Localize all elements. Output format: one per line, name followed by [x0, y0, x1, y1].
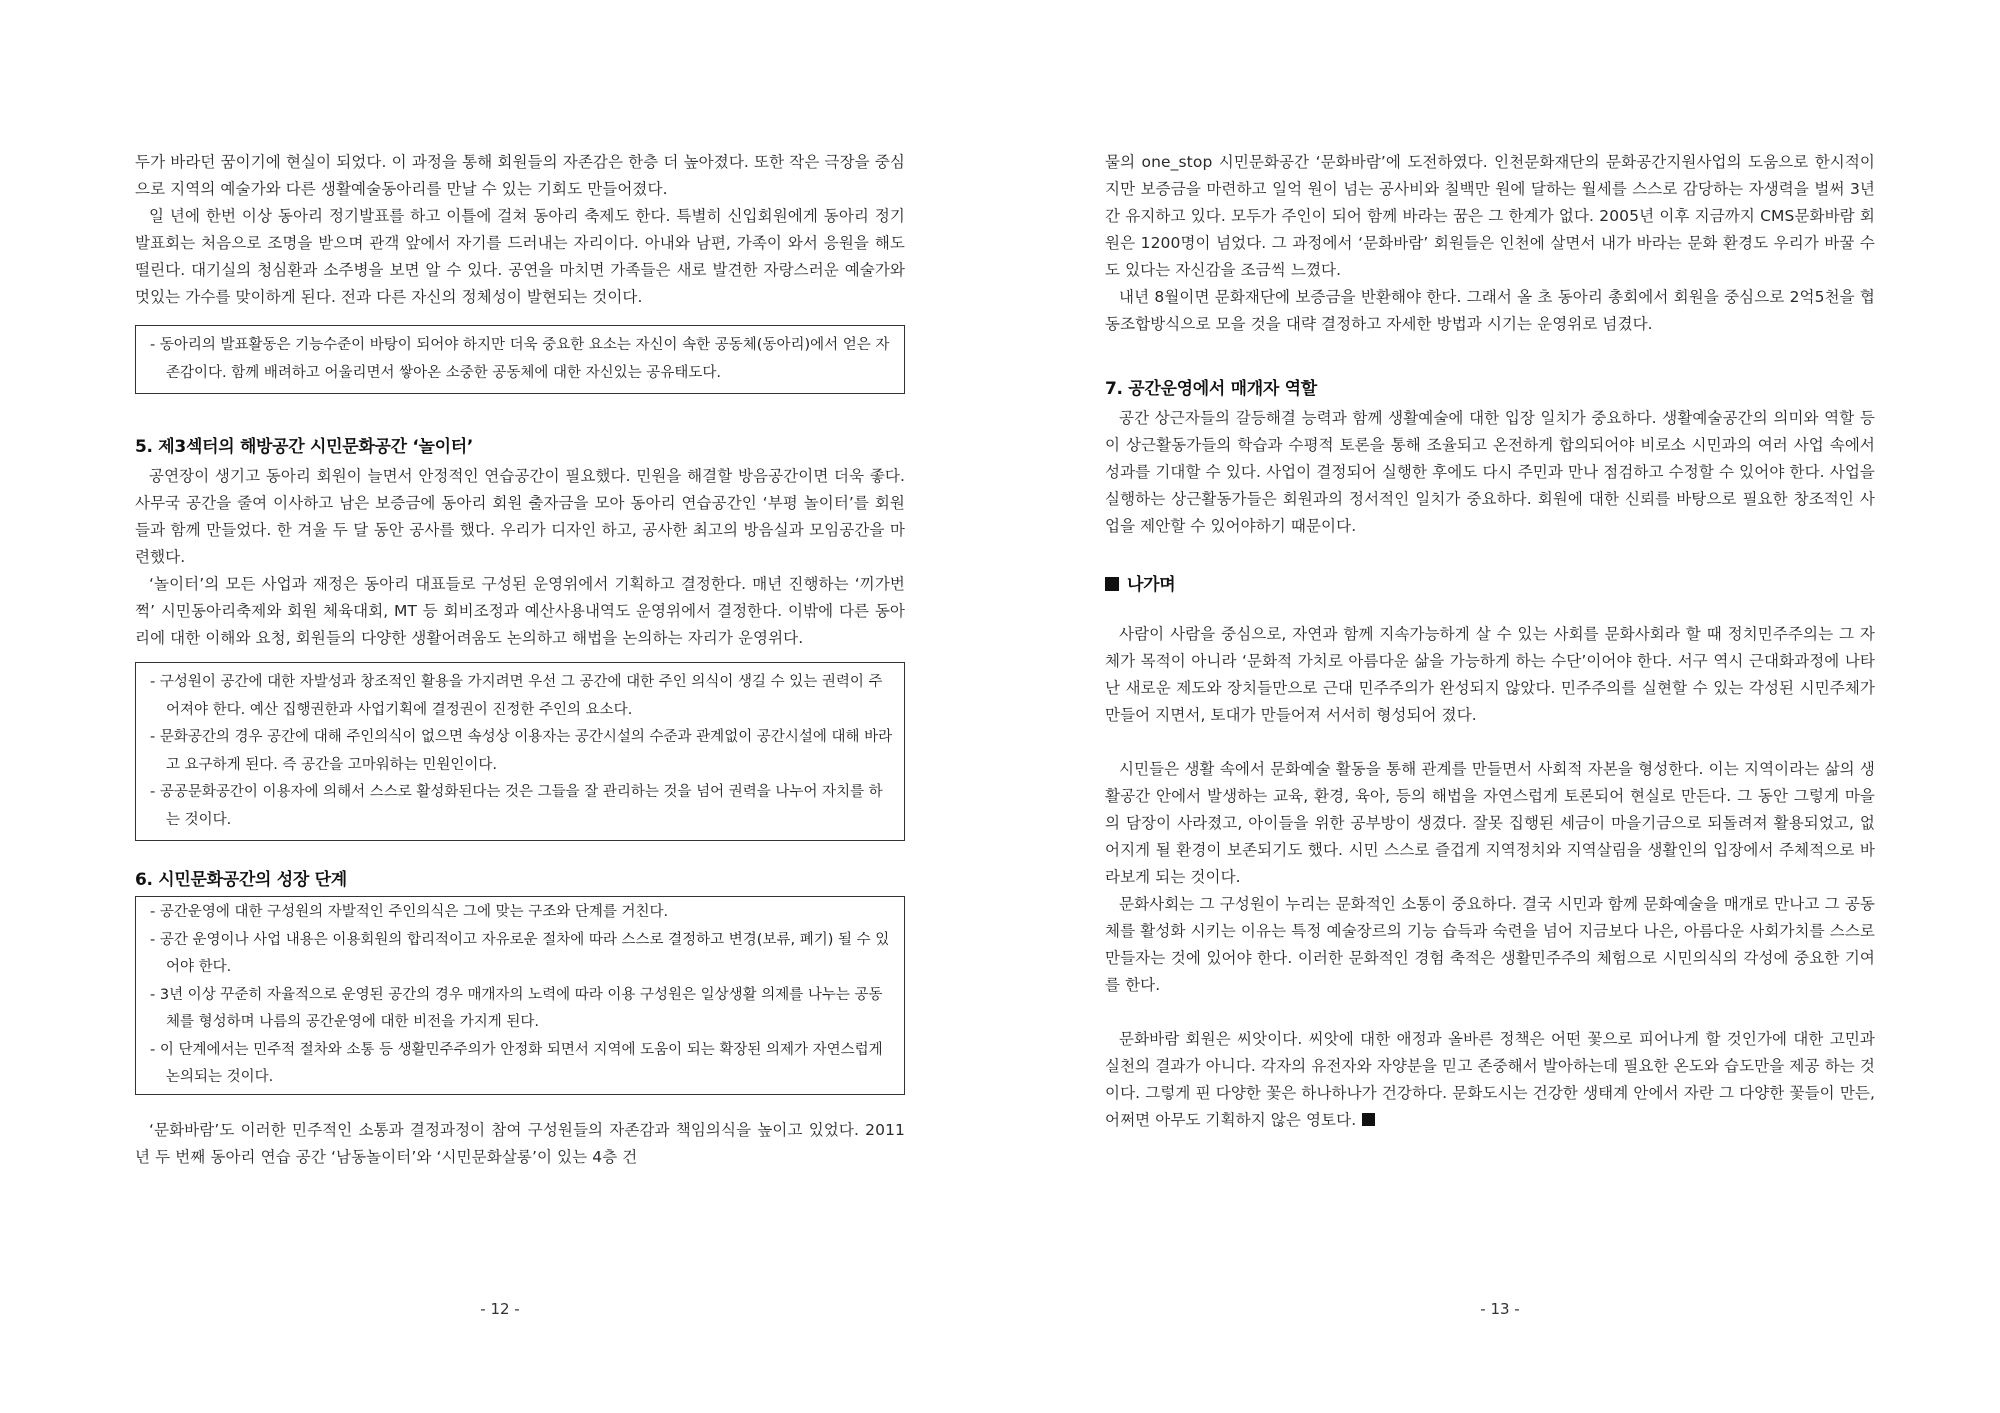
summary-item: - 공간운영에 대한 구성원의 자발적인 주인의식은 그에 맞는 구조와 단계를 거친다. — [150, 904, 669, 920]
paragraph: 내년 8월이면 문화재단에 보증금을 반환해야 한다. 그래서 올 초 동아리 총회에서 회원을 중심으로 2억5천을 협동조합방식으로 모을 것을 대략 결정하고 자세한 방법과 시기는 운영위로 넘겼다. — [1105, 288, 1875, 333]
section-heading: 5. 제3섹터의 해방공간 시민문화공간 ‘놀이터’ — [135, 437, 474, 457]
heading-text: 나가며 — [1127, 575, 1176, 595]
right-column — [1105, 149, 1875, 1134]
summary-item: - 구성원이 공간에 대한 자발성과 창조적인 활용을 가지려면 우선 그 공간에 대한 주인 의식이 생길 수 있는 권력이 주어져야 한다. 예산 집행권한과 사업기획에 결정권이 진정한 주인의 요소다. — [150, 674, 883, 718]
summary-item: - 공간 운영이나 사업 내용은 이용회원의 합리적이고 자유로운 절차에 따라 스스로 결정하고 변경(보류, 폐기) 될 수 있어야 한다. — [150, 931, 890, 975]
section-heading: 7. 공간운영에서 매개자 역할 — [1105, 379, 1317, 399]
paragraph: 시민들은 생활 속에서 문화예술 활동을 통해 관계를 만들면서 사회적 자본을 형성한다. 이는 지역이라는 삶의 생활공간 안에서 발생하는 교육, 환경, 육아, 등의 해법을 자연스럽게 토론되어 현실로 만든다. 그 동안 그렇게 마을의 담장이 사라졌고, 아이들을 위한 공부방이 생겼다. 잘못 집행된 세금이 마을기금으로 되돌려져 활용되었고, 없어지게 될 환경이 보존되기도 했다. 시민 스스로 즐겁게 지역정치와 지역살림을 생활인의 입장에서 주체적으로 바라보게 되는 것이다. — [1105, 760, 1875, 886]
summary-box — [135, 325, 905, 394]
paragraph-text: 문화바람 회원은 씨앗이다. 씨앗에 대한 애정과 올바른 정책은 어떤 꽃으로 피어나게 할 것인가에 대한 고민과 실천의 결과가 아니다. 각자의 유전자와 자양분을 믿고 존중해서 발아하는데 필요한 온도와 습도만을 제공 하는 것이다. 그렇게 핀 다양한 꽃은 하나하나가 건강하다. 문화도시는 건강한 생태계 안에서 자란 그 다양한 꽃들이 만든, 어쩌면 아무도 기획하지 않은 영토다. — [1105, 1030, 1876, 1129]
summary-box — [135, 896, 905, 1095]
end-mark-icon — [1362, 1113, 1375, 1126]
paragraph: 일 년에 한번 이상 동아리 정기발표를 하고 이틀에 걸쳐 동아리 축제도 한다. 특별히 신입회원에게 동아리 정기발표회는 처음으로 조명을 받으며 관객 앞에서 자기를 드러내는 자리이다. 아내와 남편, 가족이 와서 응원을 해도 떨린다. 대기실의 청심환과 소주병을 보면 알 수 있다. 공연을 마치면 가족들은 새로 발견한 자랑스러운 예술가와 멋있는 가수를 맞이하게 된다. 전과 다른 자신의 정체성이 발현되는 것이다. — [135, 207, 905, 306]
paragraph: ‘문화바람’도 이러한 민주적인 소통과 결정과정이 참여 구성원들의 자존감과 책임의식을 높이고 있었다. 2011년 두 번째 동아리 연습 공간 ‘남동놀이터’와 ‘시민문화살롱’이 있는 4층 건 — [135, 1120, 905, 1166]
left-column — [135, 149, 905, 1171]
summary-item: - 공공문화공간이 이용자에 의해서 스스로 활성화된다는 것은 그들을 잘 관리하는 것을 넘어 권력을 나누어 자치를 하는 것이다. — [150, 784, 883, 828]
paragraph: 공간 상근자들의 갈등해결 능력과 함께 생활예술에 대한 입장 일치가 중요하다. 생활예술공간의 의미와 역할 등이 상근활동가들의 학습과 수평적 토론을 통해 조율되고 온전하게 합의되어야 비로소 시민과의 여러 사업 속에서 성과를 기대할 수 있다. 사업이 결정되어 실행한 후에도 다시 주민과 만나 점검하고 수정할 수 있어야 한다. 사업을 실행하는 상근활동가들은 회원과의 정서적인 일치가 중요하다. 회원에 대한 신뢰를 바탕으로 필요한 창조적인 사업을 제안할 수 있어야하기 때문이다. — [1105, 409, 1875, 535]
paragraph: 공연장이 생기고 동아리 회원이 늘면서 안정적인 연습공간이 필요했다. 민원을 해결할 방음공간이면 더욱 좋다. 사무국 공간을 줄여 이사하고 남은 보증금에 동아리 회원 출자금을 모아 동아리 연습공간인 ‘부평 놀이터’를 회원들과 함께 만들었다. 한 겨울 두 달 동안 공사를 했다. 우리가 디자인 하고, 공사한 최고의 방음실과 모임공간을 마련했다. — [135, 467, 905, 566]
summary-item: - 문화공간의 경우 공간에 대해 주인의식이 없으면 속성상 이용자는 공간시설의 수준과 관계없이 공간시설에 대해 바라고 요구하게 된다. 즉 공간을 고마워하는 민원인이다. — [150, 729, 893, 773]
paragraph: 물의 one_stop 시민문화공간 ‘문화바람’에 도전하였다. 인천문화재단의 문화공간지원사업의 도움으로 한시적이지만 보증금을 마련하고 일억 원이 넘는 공사비와 칠백만 원에 달하는 월세를 스스로 감당하는 자생력을 벌써 3년간 유지하고 있다. 모두가 주인이 되어 함께 바라는 꿈은 그 한계가 없다. 2005년 이후 지금까지 CMS문화바람 회원은 1200명이 넘었다. 그 과정에서 ‘문화바람’ 회원들은 인천에 살면서 내가 바라는 문화 환경도 우리가 바꿀 수도 있다는 자신감을 조금씩 느꼈다. — [1105, 153, 1875, 279]
paragraph-final — [1105, 1026, 1875, 1134]
section-heading-conclusion — [1105, 570, 1875, 595]
paragraph: 문화사회는 그 구성원이 누리는 문화적인 소통이 중요하다. 결국 시민과 함께 문화예술을 매개로 만나고 그 공동체를 활성화 시키는 이유는 특정 예술장르의 기능 습득과 숙련을 넘어 지금보다 나은, 아름다운 사회가치를 스스로 만들자는 것에 있어야 한다. 이러한 문화적인 경험 축적은 생활민주주의 체험으로 시민의식의 각성에 중요한 기여를 한다. — [1105, 895, 1876, 994]
page-number: - 12 - — [480, 1300, 520, 1318]
summary-item: - 3년 이상 꾸준히 자율적으로 운영된 공간의 경우 매개자의 노력에 따라 이용 구성원은 일상생활 의제를 나누는 공동체를 형성하며 나름의 공간운영에 대한 비전을 가지게 된다. — [150, 986, 883, 1030]
summary-item: - 이 단계에서는 민주적 절차와 소통 등 생활민주주의가 안정화 되면서 지역에 도움이 되는 확장된 의제가 자연스럽게 논의되는 것이다. — [150, 1041, 883, 1085]
square-bullet-icon — [1105, 577, 1119, 591]
page-13 — [1000, 0, 2000, 1413]
paragraph: 두가 바라던 꿈이기에 현실이 되었다. 이 과정을 통해 회원들의 자존감은 한층 더 높아졌다. 또한 작은 극장을 중심으로 지역의 예술가와 다른 생활예술동아리를 만날 수 있는 기회도 만들어졌다. — [135, 153, 905, 198]
paragraph: ‘놀이터’의 모든 사업과 재정은 동아리 대표들로 구성된 운영위에서 기획하고 결정한다. 매년 진행하는 ‘끼가번쩍’ 시민동아리축제와 회원 체육대회, MT 등 회비조정과 예산사용내역도 운영위에서 결정한다. 이밖에 다른 동아리에 대한 이해와 요청, 회원들의 다양한 생활어려움도 논의하고 해법을 논의하는 자리가 운영위다. — [135, 575, 905, 647]
paragraph: 사람이 사람을 중심으로, 자연과 함께 지속가능하게 살 수 있는 사회를 문화사회라 할 때 정치민주주의는 그 자체가 목적이 아니라 ‘문화적 가치로 아름다운 삶을 가능하게 하는 수단’이어야 한다. 서구 역시 근대화과정에 나타난 새로운 제도와 장치들만으로 근대 민주주의가 완성되지 않았다. 민주주의를 실현할 수 있는 각성된 시민주체가 만들어 지면서, 토대가 만들어져 서서히 형성되어 졌다. — [1105, 625, 1875, 724]
summary-item: - 동아리의 발표활동은 기능수준이 바탕이 되어야 하지만 더욱 중요한 요소는 자신이 속한 공동체(동아리)에서 얻은 자존감이다. 함께 배려하고 어울리면서 쌓아온 소중한 공동체에 대한 자신있는 공유태도다. — [150, 337, 890, 381]
page-number: - 13 - — [1480, 1300, 1520, 1318]
section-heading: 6. 시민문화공간의 성장 단계 — [135, 870, 347, 890]
summary-box — [135, 662, 905, 841]
